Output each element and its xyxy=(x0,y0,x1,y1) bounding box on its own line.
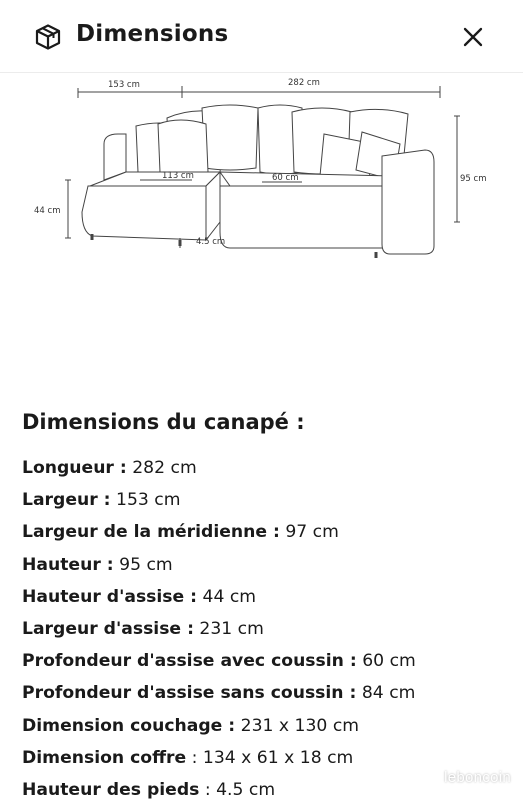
watermark: leboncoin xyxy=(444,769,511,786)
close-icon[interactable] xyxy=(460,24,486,50)
label-chaise-depth: 113 cm xyxy=(162,171,194,181)
label-seat-height: 44 cm xyxy=(34,206,61,216)
spec-value: 153 cm xyxy=(110,490,181,511)
label-depth: 153 cm xyxy=(108,80,140,90)
spec-row xyxy=(22,613,416,645)
spec-value: : 4.5 cm xyxy=(199,779,276,800)
spec-label: Largeur de la méridienne : xyxy=(22,522,280,543)
modal-title: Dimensions xyxy=(76,21,229,47)
spec-value: 84 cm xyxy=(356,683,416,704)
spec-label: Hauteur d'assise : xyxy=(22,586,198,607)
section-title: Dimensions du canapé : xyxy=(22,410,305,434)
spec-row xyxy=(22,774,416,806)
spec-row xyxy=(22,516,416,548)
spec-value: 231 cm xyxy=(193,618,264,639)
spec-value: : 134 x 61 x 18 cm xyxy=(186,747,354,768)
spec-label: Profondeur d'assise avec coussin : xyxy=(22,651,357,672)
spec-value: 95 cm xyxy=(113,554,173,575)
sofa-dimension-diagram xyxy=(30,72,500,262)
spec-value: 44 cm xyxy=(197,586,257,607)
label-feet: 4.5 cm xyxy=(196,237,226,247)
label-length: 282 cm xyxy=(288,78,320,88)
spec-label: Dimension coffre xyxy=(22,747,187,768)
spec-label: Profondeur d'assise sans coussin : xyxy=(22,683,357,704)
spec-label: Hauteur : xyxy=(22,554,114,575)
spec-label: Dimension couchage : xyxy=(22,715,236,736)
spec-label: Largeur d'assise : xyxy=(22,618,194,639)
spec-value: 282 cm xyxy=(126,458,197,478)
box-icon xyxy=(34,23,62,51)
spec-value: 231 x 130 cm xyxy=(235,715,360,736)
spec-row xyxy=(22,452,416,484)
spec-row xyxy=(22,581,416,613)
spec-label: Largeur : xyxy=(22,490,111,511)
spec-value: 97 cm xyxy=(279,522,339,543)
spec-value: 60 cm xyxy=(356,651,416,672)
spec-list xyxy=(22,452,416,806)
label-seat-depth: 60 cm xyxy=(272,173,299,183)
modal-header xyxy=(0,0,523,73)
spec-row xyxy=(22,742,416,774)
spec-row xyxy=(22,484,416,516)
spec-row xyxy=(22,645,416,677)
spec-label: Hauteur des pieds xyxy=(22,779,200,800)
spec-row xyxy=(22,677,416,709)
label-height: 95 cm xyxy=(460,174,487,184)
spec-row xyxy=(22,710,416,742)
spec-label: Longueur : xyxy=(22,458,127,478)
spec-row xyxy=(22,549,416,581)
